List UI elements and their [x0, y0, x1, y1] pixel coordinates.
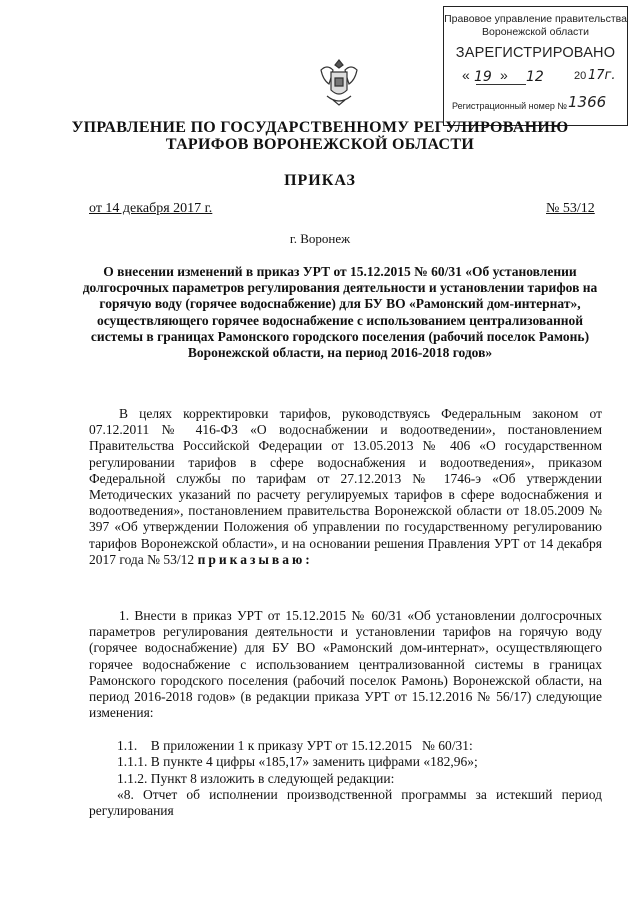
stamp-organization — [444, 13, 627, 39]
preamble-paragraph — [89, 406, 602, 568]
preamble-keyword: приказываю: — [197, 551, 313, 567]
stamp-reg-number-label: Регистрационный номер № — [452, 101, 568, 111]
org-title-line1: УПРАВЛЕНИЕ ПО ГОСУДАРСТВЕННОМУ РЕГУЛИРОВАНИЮ — [71, 119, 569, 136]
order-number: № 53/12 — [546, 201, 595, 216]
preamble-text: В целях корректировки тарифов, руководствуясь Федеральным законом от 07.12.2011 № 416-ФЗ «О водоснабжении и водоотведении», постановлением Правительства Российской Федерации от 13.05.2013 № 406 «О государственном регулировании тарифов в сфере водоснабжения и водоотведения», приказом Федеральной службы по тарифам от 27.12.2013 № 1746-э «Об утверждении Методических указаний по расчету регулируемых тарифов в сфере водоснабжения и водоотведения», постановлением правительства Воронежской области от 18.05.2009 № 397 «Об утверждении Положения об управлении по государственному регулированию тарифов Воронежской области», и на основании решения Правления УРТ от 14 декабря 2017 года № 53/12 — [89, 406, 602, 567]
stamp-day: 19 — [474, 69, 492, 85]
item-1-paragraph: 1. Внести в приказ УРТ от 15.12.2015 № 60/31 «Об установлении долгосрочных параметров регулирования деятельности и установлении тарифов на горячую воду (горячее водоснабжение) для БУ ВО «Рамонский дом-интернат», осуществляющего горячее водоснабжение с использованием централизованной системы в границах Рамонского городского поселения (рабочий поселок Рамонь) Воронежской области, на период 2016-2018 годов» (в редакции приказа УРТ от 15.12.2016 № 56/17) следующие изменения: — [89, 608, 602, 721]
order-city: г. Воронеж — [289, 231, 351, 246]
stamp-year-suffix: 17г. — [588, 68, 616, 83]
stamp-date — [456, 65, 619, 87]
stamp-quote-open: « — [462, 67, 470, 83]
stamp-org-line2: Воронежской области — [482, 26, 589, 38]
document-type: ПРИКАЗ — [284, 172, 356, 189]
org-title-line2: ТАРИФОВ ВОРОНЕЖСКОЙ ОБЛАСТИ — [165, 136, 475, 153]
item-1-1: 1.1. В приложении 1 к приказу УРТ от 15.12.2015 № 60/31: — [117, 738, 473, 753]
stamp-month: 12 — [526, 69, 544, 85]
stamp-registered-label: ЗАРЕГИСТРИРОВАНО — [455, 45, 616, 61]
stamp-year-prefix: 20 — [574, 70, 587, 82]
stamp-quote-close: » — [500, 67, 508, 83]
item-1-1-2: 1.1.2. Пункт 8 изложить в следующей редакции: — [117, 771, 395, 786]
item-1-1-1: 1.1.1. В пункте 4 цифры «185,17» заменить цифрами «182,96»; — [117, 754, 478, 769]
stamp-day-underline — [476, 84, 526, 85]
registration-stamp — [443, 6, 628, 126]
order-date: от 14 декабря 2017 г. — [89, 201, 213, 216]
order-heading: О внесении изменений в приказ УРТ от 15.12.2015 № 60/31 «Об установлении долгосрочных параметров регулирования деятельности и установлении тарифов на горячую воду (горячее водоснабжение) для БУ ВО «Рамонский дом-интернат», осуществляющего горячее водоснабжение с использованием централизованной системы в границах Рамонского городского поселения (рабочий поселок Рамонь) Воронежской области, на период 2016-2018 годов» — [82, 264, 598, 361]
stamp-reg-number: 1366 — [568, 93, 607, 111]
stamp-org-line1: Правовое управление правительства — [444, 13, 627, 25]
stamp-reg-number-row — [452, 93, 623, 111]
item-8-quote: «8. Отчет об исполнении производственной программы за истекший период регулирования — [89, 787, 602, 819]
coat-of-arms-icon — [317, 56, 361, 108]
